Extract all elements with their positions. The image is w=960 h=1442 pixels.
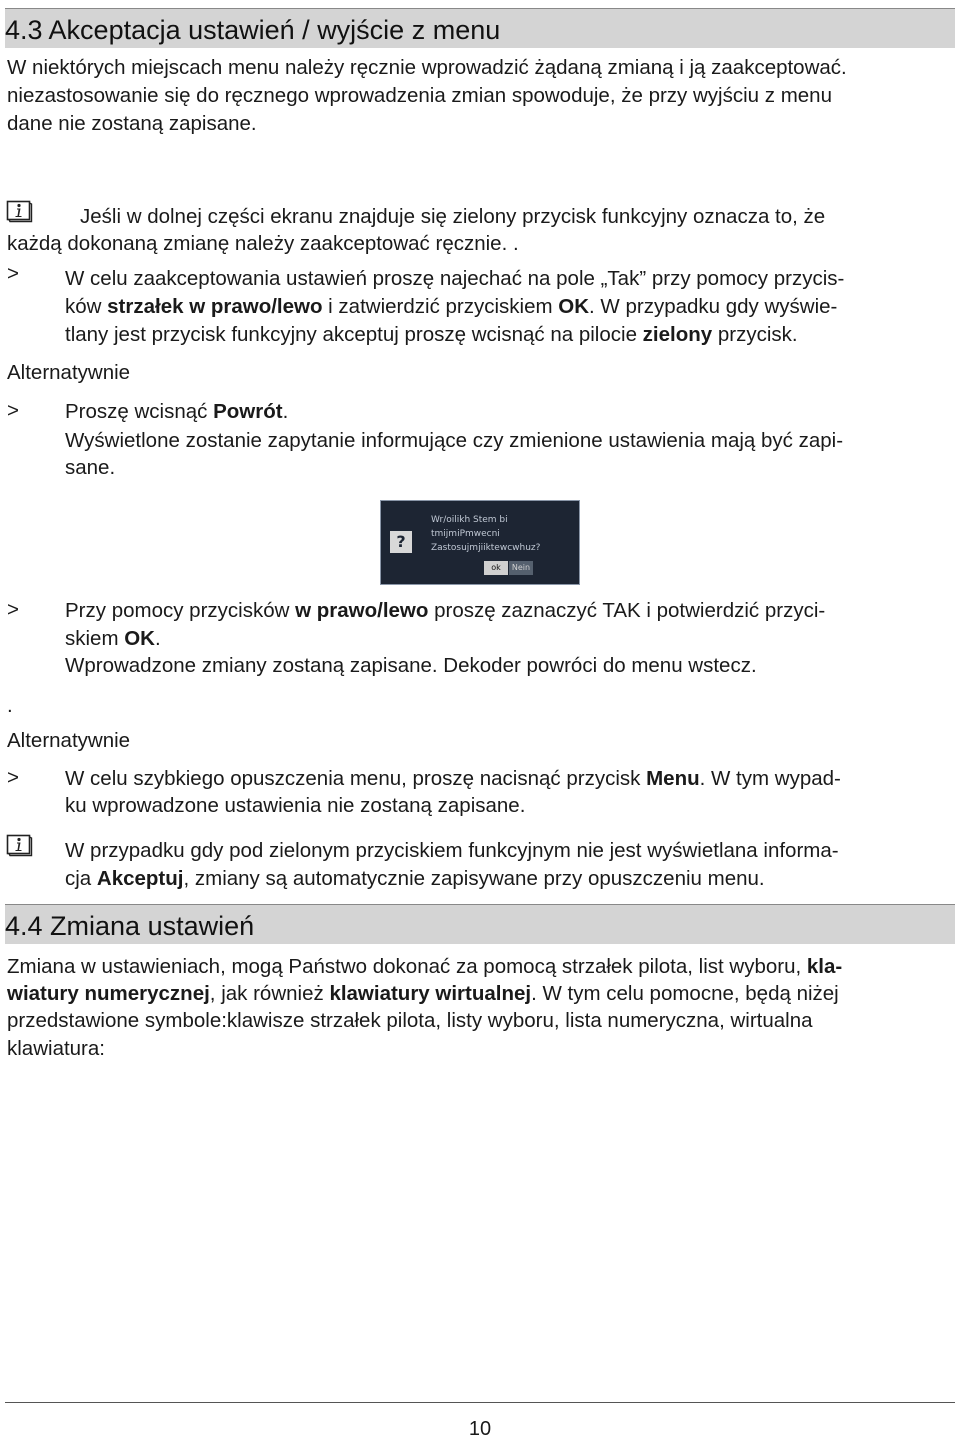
step1-line-3: tlany jest przycisk funkcyjny akceptuj proszę wcisnąć na pilocie zielony przycisk. (65, 323, 798, 346)
bullet-marker: > (7, 766, 19, 789)
step4-line-2: ku wprowadzone ustawienia nie zostaną zapisane. (65, 794, 526, 817)
step3-line-3: Wprowadzone zmiany zostaną zapisane. Dekoder powróci do menu wstecz. (65, 654, 757, 677)
step2-line-2: Wyświetlone zostanie zapytanie informujące czy zmienione ustawienia mają być zapi- (65, 429, 844, 452)
step2-line-1: Proszę wcisnąć Powrót. (65, 400, 289, 423)
note1-line-2: każdą dokonaną zmianę należy zaakceptować ręcznie. . (7, 232, 519, 255)
body44-line-3: przedstawione symbole:klawisze strzałek pilota, listy wyboru, lista numeryczna, wirtualna (7, 1009, 813, 1032)
body44-line-2: wiatury numerycznej, jak również klawiatury wirtualnej. W tym celu pomocne, będą niżej (7, 982, 839, 1005)
alternatively-label: Alternatywnie (7, 361, 131, 384)
note2-line-1: W przypadku gdy pod zielonym przyciskiem funkcyjnym nie jest wyświetlana informa- (65, 839, 839, 862)
section-title: 4.3 Akceptacja ustawień / wyjście z menu (5, 15, 501, 45)
bullet-marker: > (7, 598, 19, 621)
bullet-marker: > (7, 399, 19, 422)
step4-line-1: W celu szybkiego opuszczenia menu, proszę nacisnąć przycisk Menu. W tym wypad- (65, 767, 841, 790)
section-header-4-3 (5, 8, 955, 48)
page-number: 10 (468, 1418, 492, 1440)
confirm-dialog-screenshot (380, 500, 580, 585)
dialog-message: Wr/oilikh Stem bi tmijmiPmwecni Zastosujmjiiktewcwhuz? (431, 515, 541, 553)
step1-line-2: ków strzałek w prawo/lewo i zatwierdzić przyciskiem OK. W przypadku gdy wyświe- (65, 295, 838, 318)
question-icon: ? (390, 531, 412, 553)
dialog-no-button: Nein (509, 561, 533, 575)
bullet-marker: > (7, 262, 19, 285)
footer-rule (5, 1402, 955, 1403)
intro-line-3: dane nie zostaną zapisane. (7, 112, 257, 135)
body44-line-4: klawiatura: (7, 1037, 105, 1060)
stray-dot: . (7, 694, 13, 717)
step3-line-2: skiem OK. (65, 627, 161, 650)
dialog-yes-button: ok (484, 561, 508, 575)
alternatively-label: Alternatywnie (7, 729, 131, 752)
section-header-4-4 (5, 904, 955, 944)
intro-line-2: niezastosowanie się do ręcznego wprowadzenia zmian spowoduje, że przy wyjściu z menu (7, 84, 832, 107)
info-icon (6, 200, 33, 223)
body44-line-1: Zmiana w ustawieniach, mogą Państwo dokonać za pomocą strzałek pilota, list wyboru, kla- (7, 955, 843, 978)
note1-line-1: Jeśli w dolnej części ekranu znajduje się zielony przycisk funkcyjny oznacza to, że (80, 205, 826, 228)
step1-line-1: W celu zaakceptowania ustawień proszę najechać na pole „Tak” przy pomocy przycis- (65, 267, 845, 290)
step2-line-3: sane. (65, 456, 116, 479)
info-icon (6, 834, 33, 857)
intro-line-1: W niektórych miejscach menu należy ręcznie wprowadzić żądaną zmianą i ją zaakceptować. (7, 56, 847, 79)
note2-line-2: cja Akceptuj, zmiany są automatycznie zapisywane przy opuszczeniu menu. (65, 867, 765, 890)
section-title: 4.4 Zmiana ustawień (5, 911, 255, 941)
step3-line-1: Przy pomocy przycisków w prawo/lewo proszę zaznaczyć TAK i potwierdzić przyci- (65, 599, 826, 622)
